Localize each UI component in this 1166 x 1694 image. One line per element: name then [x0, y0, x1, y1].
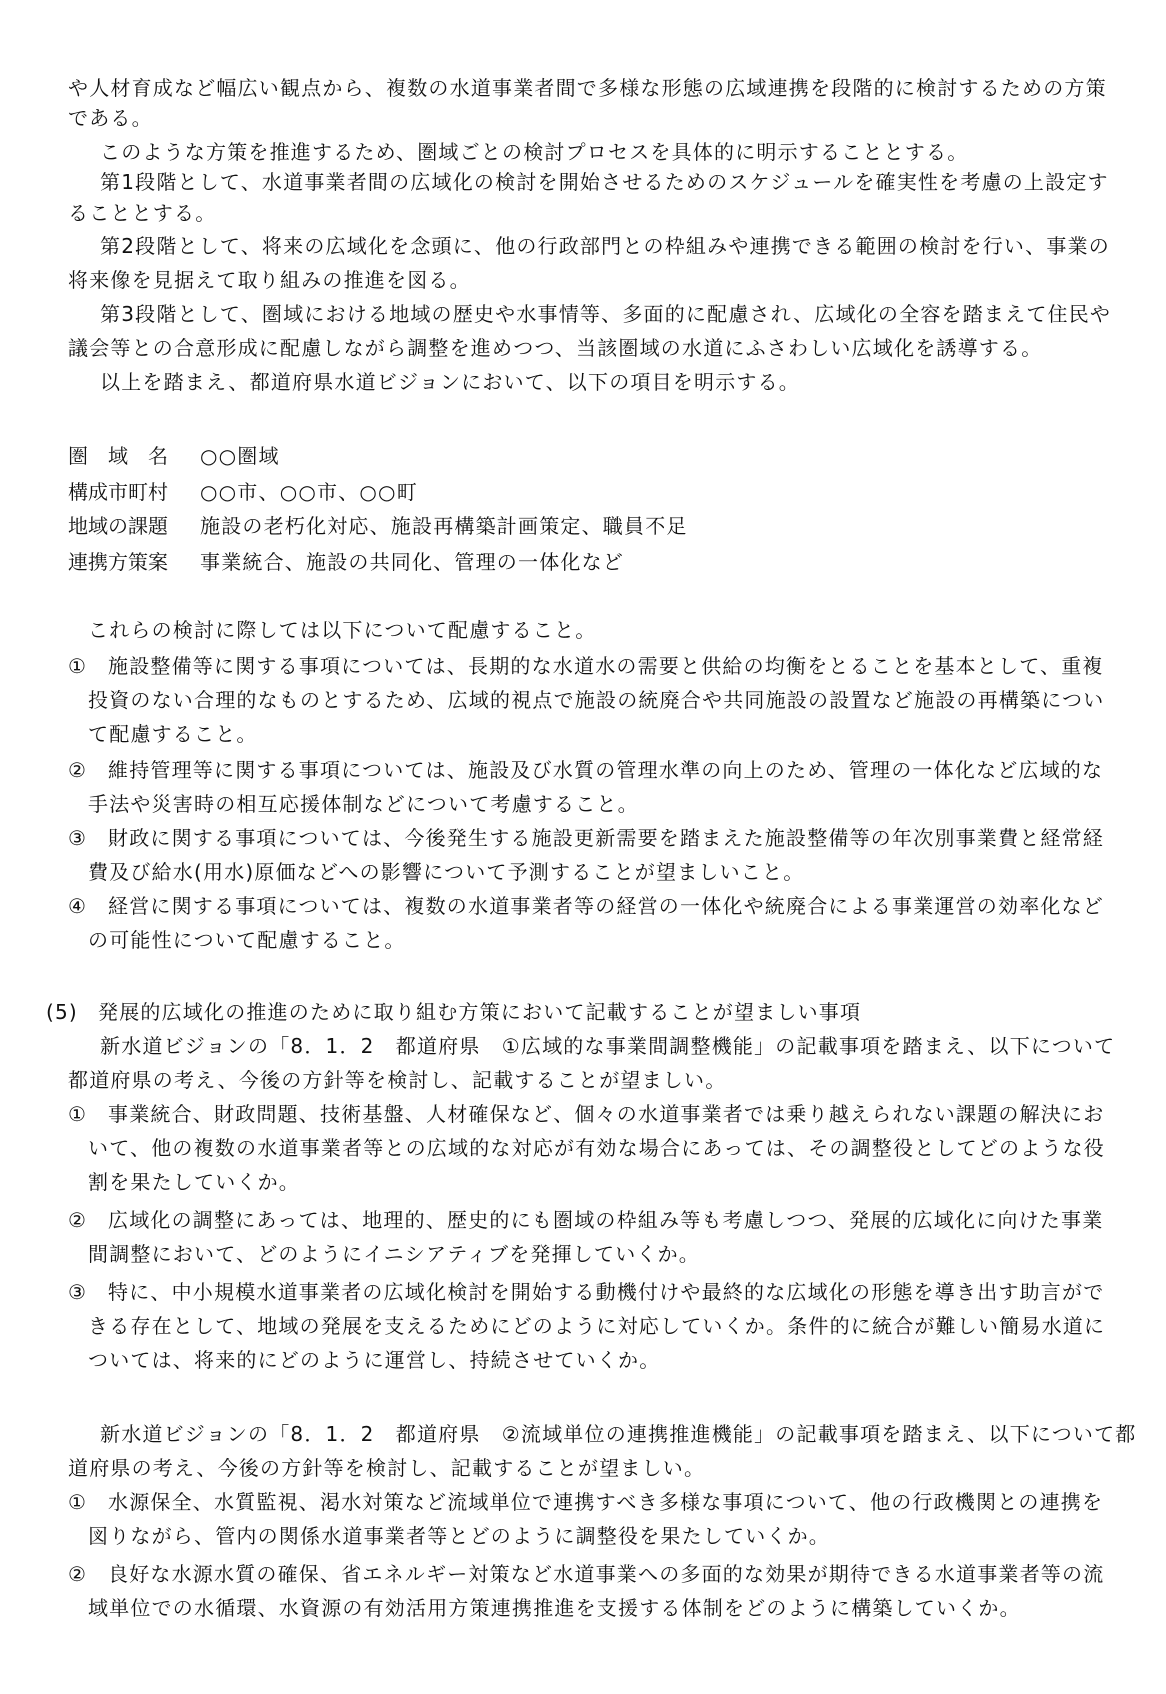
item-number: ① — [68, 1490, 88, 1514]
item-continuation: 手法や災害時の相互応援体制などについて考慮すること。 — [88, 792, 639, 816]
region-label: 圏 域 名 — [68, 444, 168, 468]
item-continuation: ついては、将来的にどのように運営し、持続させていくか。 — [88, 1348, 661, 1372]
region-row — [68, 444, 280, 468]
region-value: 事業統合、施設の共同化、管理の一体化など — [200, 550, 624, 574]
item-continuation: 間調整において、どのようにイニシアティブを発揮していくか。 — [88, 1242, 700, 1266]
item-number: ③ — [68, 1280, 88, 1304]
intro-line: 以上を踏まえ、都道府県水道ビジョンにおいて、以下の項目を明示する。 — [100, 370, 800, 394]
item-text: 広域化の調整にあっては、地理的、歴史的にも圏域の枠組み等も考慮しつつ、発展的広域化に向けた事業 — [108, 1208, 1104, 1232]
region-row — [68, 514, 688, 538]
item-text: 特に、中小規模水道事業者の広域化検討を開始する動機付けや最終的な広域化の形態を導き出す助言がで — [108, 1280, 1105, 1304]
item-number: ② — [68, 758, 88, 782]
item-continuation: きる存在として、地域の発展を支えるためにどのように対応していくか。条件的に統合が難しい簡易水道に — [88, 1314, 1106, 1338]
part2-item — [68, 1490, 1103, 1514]
item-number: ② — [68, 1562, 88, 1586]
intro-line: や人材育成など幅広い観点から、複数の水道事業者間で多様な形態の広域連携を段階的に検討するための方策 — [68, 76, 1107, 100]
item-continuation: 割を果たしていくか。 — [88, 1170, 300, 1194]
item-number: ④ — [68, 894, 88, 918]
region-label: 構成市町村 — [68, 480, 168, 504]
consideration-item — [68, 654, 1104, 678]
item-continuation: 費及び給水(用水)原価などへの影響について予測することが望ましいこと。 — [88, 860, 805, 884]
stage1-line: ることとする。 — [68, 201, 217, 225]
part1-line: 都道府県の考え、今後の方針等を検討し、記載することが望ましい。 — [68, 1068, 727, 1092]
item-text: 維持管理等に関する事項については、施設及び水質の管理水準の向上のため、管理の一体化など広域的な — [108, 758, 1104, 782]
section-number: (5) — [46, 1000, 78, 1024]
part2-line: 新水道ビジョンの「8．1．2 都道府県 ②流域単位の連携推進機能」の記載事項を踏まえ、以下について都 — [100, 1422, 1137, 1446]
part2-line: 道府県の考え、今後の方針等を検討し、記載することが望ましい。 — [68, 1456, 706, 1480]
consideration-item — [68, 826, 1104, 850]
item-number: ① — [68, 654, 88, 678]
stage1-line: 第1段階として、水道事業者間の広域化の検討を開始させるためのスケジュールを確実性を考慮の上設定す — [100, 170, 1109, 194]
part1-line: 新水道ビジョンの「8．1．2 都道府県 ①広域的な事業間調整機能」の記載事項を踏まえ、以下について — [100, 1034, 1116, 1058]
stage3-line: 第3段階として、圏域における地域の歴史や水事情等、多面的に配慮され、広域化の全容を踏まえて住民や — [100, 302, 1112, 326]
considerations-lead: これらの検討に際しては以下について配慮すること。 — [88, 618, 597, 642]
region-label: 地域の課題 — [68, 514, 168, 538]
item-continuation: 図りながら、管内の関係水道事業者等とどのように調整役を果たしていくか。 — [88, 1524, 830, 1548]
item-continuation: の可能性について配慮すること。 — [88, 928, 406, 952]
item-continuation: て配慮すること。 — [88, 722, 258, 746]
consideration-item — [68, 758, 1103, 782]
stage2-line: 第2段階として、将来の広域化を念頭に、他の行政部門との枠組みや連携できる範囲の検討を行い、事業の — [100, 234, 1110, 258]
item-text: 水源保全、水質監視、渇水対策など流域単位で連携すべき多様な事項について、他の行政機関との連携を — [108, 1490, 1104, 1514]
part1-item — [68, 1102, 1104, 1126]
item-number: ③ — [68, 826, 88, 850]
part2-item — [68, 1562, 1104, 1586]
region-value: ○○圏域 — [200, 444, 280, 468]
part1-item — [68, 1208, 1103, 1232]
item-text: 施設整備等に関する事項については、長期的な水道水の需要と供給の均衡をとることを基本として、重複 — [108, 654, 1104, 678]
region-label: 連携方策案 — [68, 550, 168, 574]
consideration-item — [68, 894, 1104, 918]
item-number: ② — [68, 1208, 88, 1232]
item-continuation: いて、他の複数の水道事業者等との広域的な対応が有効な場合にあっては、その調整役としてどのような役 — [88, 1136, 1105, 1160]
region-value: ○○市、○○市、○○町 — [200, 480, 418, 504]
section-heading — [46, 1000, 861, 1024]
section-title: 発展的広域化の推進のために取り組む方策において記載することが望ましい事項 — [98, 1000, 862, 1024]
part1-item — [68, 1280, 1104, 1304]
item-text: 財政に関する事項については、今後発生する施設更新需要を踏まえた施設整備等の年次別事業費と経常経 — [108, 826, 1104, 850]
intro-line: このような方策を推進するため、圏域ごとの検討プロセスを具体的に明示することとする。 — [100, 140, 969, 164]
stage3-line: 議会等との合意形成に配慮しながら調整を進めつつ、当該圏域の水道にふさわしい広域化を誘導する。 — [68, 336, 1043, 360]
item-continuation: 域単位での水循環、水資源の有効活用方策連携推進を支援する体制をどのように構築していくか。 — [88, 1596, 1021, 1620]
stage2-line: 将来像を見据えて取り組みの推進を図る。 — [68, 268, 471, 292]
item-text: 経営に関する事項については、複数の水道事業者等の経営の一体化や統廃合による事業運営の効率化など — [108, 894, 1104, 918]
intro-line: である。 — [68, 106, 153, 130]
item-text: 良好な水源水質の確保、省エネルギー対策など水道事業への多面的な効果が期待できる水道事業者等の流 — [108, 1562, 1105, 1586]
item-number: ① — [68, 1102, 88, 1126]
item-continuation: 投資のない合理的なものとするため、広域的視点で施設の統廃合や共同施設の設置など施設の再構築につい — [88, 688, 1105, 712]
region-row — [68, 550, 624, 574]
region-row — [68, 480, 418, 504]
region-value: 施設の老朽化対応、施設再構築計画策定、職員不足 — [200, 514, 688, 538]
item-text: 事業統合、財政問題、技術基盤、人材確保など、個々の水道事業者では乗り越えられない課題の解決にお — [108, 1102, 1105, 1126]
